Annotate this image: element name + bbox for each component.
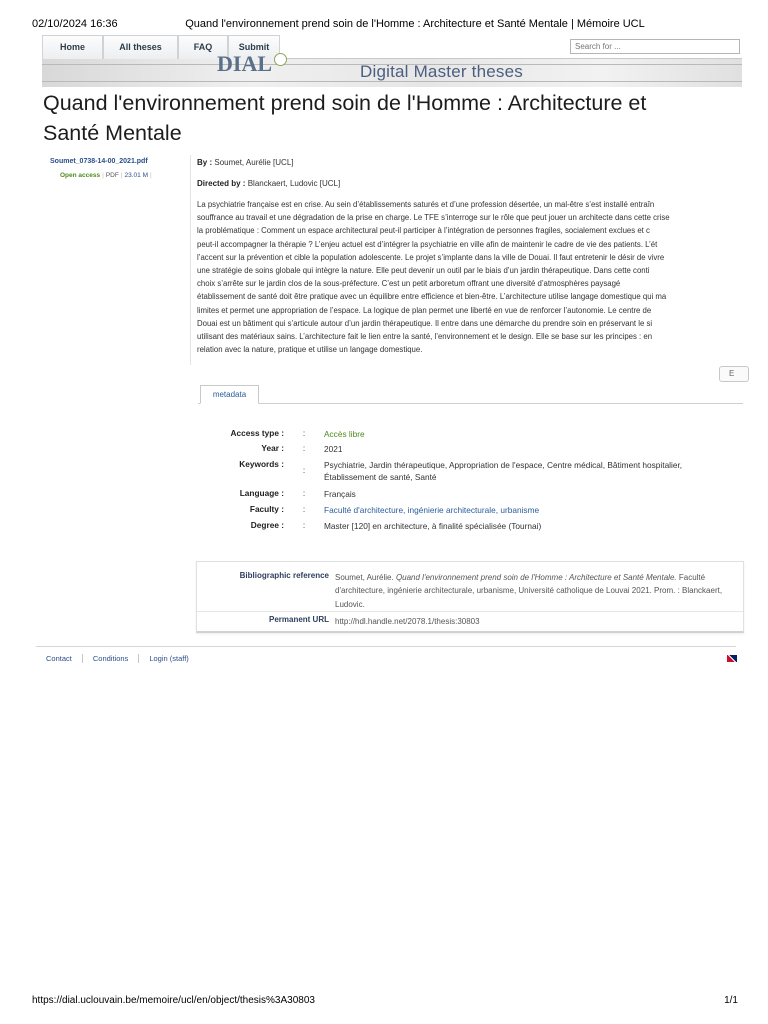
page-title <box>43 88 763 148</box>
abstract-line: utilisant des matériaux sains. L’architecture fait le lien entre la santé, l’environnement et le design. Elle se base sur les principes : en <box>197 332 653 342</box>
by-label: By : <box>197 158 213 167</box>
footer-contact-link[interactable]: Contact <box>46 654 72 663</box>
abstract-line: l’accent sur la prévention et cible la population adolescente. Le projet s’implante dans la ville de Douai. Il faut entretenir le désir de vivre <box>197 252 665 262</box>
print-footer <box>32 995 738 1009</box>
tab-metadata[interactable]: metadata <box>200 385 259 404</box>
print-date: 02/10/2024 16:36 <box>32 18 118 30</box>
biblio-title: Quand l'environnement prend soin de l'Homme : Architecture et Santé Mentale. <box>395 573 677 582</box>
director-value: Blanckaert, Ludovic [UCL] <box>247 179 341 188</box>
metadata-row: Faculty : : Faculté d'architecture, ingénierie architecturale, urbanisme <box>198 504 743 520</box>
author-value: Soumet, Aurélie [UCL] <box>214 158 294 167</box>
abstract-line: peut-il accompagner la thérapie ? L’enjeu actuel est d’intégrer la psychiatrie en ville afin de maintenir le cadre de vie des patients. L’ét <box>197 239 658 249</box>
banner-brand: Digital Master theses <box>360 62 523 81</box>
metadata-key: Degree : <box>250 520 284 530</box>
nav-tab-submit[interactable]: Submit <box>228 35 280 59</box>
abstract-line: choix s’arrête sur le jardin clos de la sous-préfecture. C’est un petit arboretum offrant une diversité d’atmosphères paysagé <box>197 279 621 289</box>
permanent-url-label: Permanent URL <box>268 615 329 624</box>
metadata-key: Year : <box>261 443 284 453</box>
abstract-line: limites et permet une appropriation de l’espace. La logique de plan permet une liberté en vue de renforcer l’autonomie. Le centre de <box>197 305 652 315</box>
permanent-url-row <box>197 615 743 628</box>
abstract-line: La psychiatrie française est en crise. Au sein d’établissements saturés et d’une profession désertée, un mal-être s’est installé entraîn <box>197 200 655 209</box>
metadata-row: Language : : Français <box>198 488 743 504</box>
nav-tab-all-theses[interactable]: All theses <box>103 35 178 59</box>
abstract-line: une stratégie de soins globale qui intègre la nature. Elle peut devenir un outil par le biais d’un jardin thérapeutique. Dans cette conti <box>197 266 650 276</box>
biblio-reference-label: Bibliographic reference <box>239 571 329 580</box>
metadata-key: Language : <box>239 488 284 498</box>
search-input[interactable] <box>570 39 740 54</box>
metadata-value: Accès libre <box>324 429 365 439</box>
metadata-row: Access type : : Accès libre <box>198 428 743 443</box>
file-meta: Open access | PDF | 23.01 M | <box>60 172 152 179</box>
metadata-value: 2021 <box>324 444 343 454</box>
metadata-table <box>198 428 743 536</box>
abstract-line: la problématique : Comment un espace architectural peut-il participer à l’intégration de personnes fragiles, socialement exclues et c <box>197 226 650 236</box>
export-button[interactable]: E <box>719 366 749 382</box>
biblio-reference-row <box>197 571 743 611</box>
biblio-rest: Faculté d'architecture, ingénierie architecturale, urbanisme, Université catholique de Louvai 2021. Prom. : Blanckaert, Ludovic. <box>335 573 723 609</box>
metadata-value: Master [120] en architecture, à finalité spécialisée (Tournai) <box>324 521 542 531</box>
director-line <box>197 179 340 188</box>
metadata-row: Year : : 2021 <box>198 443 743 459</box>
logo-dot-icon <box>274 53 287 66</box>
column-divider <box>190 155 191 365</box>
uk-flag-icon[interactable] <box>727 655 737 662</box>
metadata-row: Keywords : : Psychiatrie, Jardin thérapeutique, Appropriation de l'espace, Centre médical, Bâtiment hospitalier, Établissement de santé, Santé <box>198 459 743 488</box>
directed-label: Directed by : <box>197 179 246 188</box>
metadata-row: Degree : : Master [120] en architecture, à finalité spécialisée (Tournai) <box>198 520 743 536</box>
top-nav <box>42 35 742 59</box>
tab-bar <box>198 403 743 404</box>
metadata-value: Français <box>324 489 356 499</box>
footer-links <box>46 654 199 663</box>
dial-logo-icon[interactable]: DIAL <box>217 51 273 76</box>
metadata-key: Keywords : <box>239 459 284 469</box>
site-banner <box>42 51 742 87</box>
nav-tab-home[interactable]: Home <box>42 35 103 59</box>
metadata-key: Faculty : <box>249 504 284 514</box>
footer-conditions-link[interactable]: Conditions <box>82 654 138 663</box>
abstract-line: relation avec la nature, pratique et utilise un langage domestique. <box>197 345 423 355</box>
footer-login-link[interactable]: Login (staff) <box>138 654 198 663</box>
print-page-number: 1/1 <box>724 995 738 1006</box>
title-line-2: Santé Mentale <box>43 121 182 145</box>
biblio-reference-value <box>335 571 735 611</box>
biblio-authors: Soumet, Aurélie. <box>335 573 394 582</box>
footer-rule <box>36 646 736 647</box>
faculty-link[interactable]: Faculté d'architecture, ingénierie architecturale, urbanisme <box>324 505 540 515</box>
abstract-line: établissement de santé doit être pratique avec un équilibre entre efficience et bien-être. L’architecture utilise langage domestique qui ma <box>197 292 667 302</box>
pdf-file-link[interactable]: Soumet_0738-14-00_2021.pdf <box>50 158 148 165</box>
file-size: 23.01 M <box>124 172 149 179</box>
author-line <box>197 158 294 167</box>
open-access-badge: Open access <box>60 172 101 179</box>
permanent-url-value[interactable]: http://hdl.handle.net/2078.1/thesis:30803 <box>335 617 480 626</box>
metadata-value: Psychiatrie, Jardin thérapeutique, Appropriation de l'espace, Centre médical, Bâtiment hospitalier, Établissement de santé, Santé <box>324 460 683 482</box>
abstract <box>197 198 742 356</box>
file-type: PDF <box>105 172 119 179</box>
nav-tab-faq[interactable]: FAQ <box>178 35 228 59</box>
print-url: https://dial.uclouvain.be/memoire/ucl/en/object/thesis%3A30803 <box>32 995 315 1006</box>
bibliographic-box <box>196 561 744 633</box>
abstract-line: Douai est un bâtiment qui s’articule autour d’un jardin thérapeutique. Il entre dans une démarche du prendre soin en préservant le si <box>197 318 653 328</box>
metadata-key: Access type : <box>230 428 284 438</box>
print-doc-title: Quand l'environnement prend soin de l'Homme : Architecture et Santé Mentale | Mémoire UCL <box>185 18 645 30</box>
abstract-line: souffrance au travail et une dégradation de la prise en charge. Le TFE s’interroge sur le rôle que peut jouer un architecte dans cette crise <box>197 213 670 223</box>
title-line-1: Quand l'environnement prend soin de l'Homme : Architecture et <box>43 91 647 115</box>
